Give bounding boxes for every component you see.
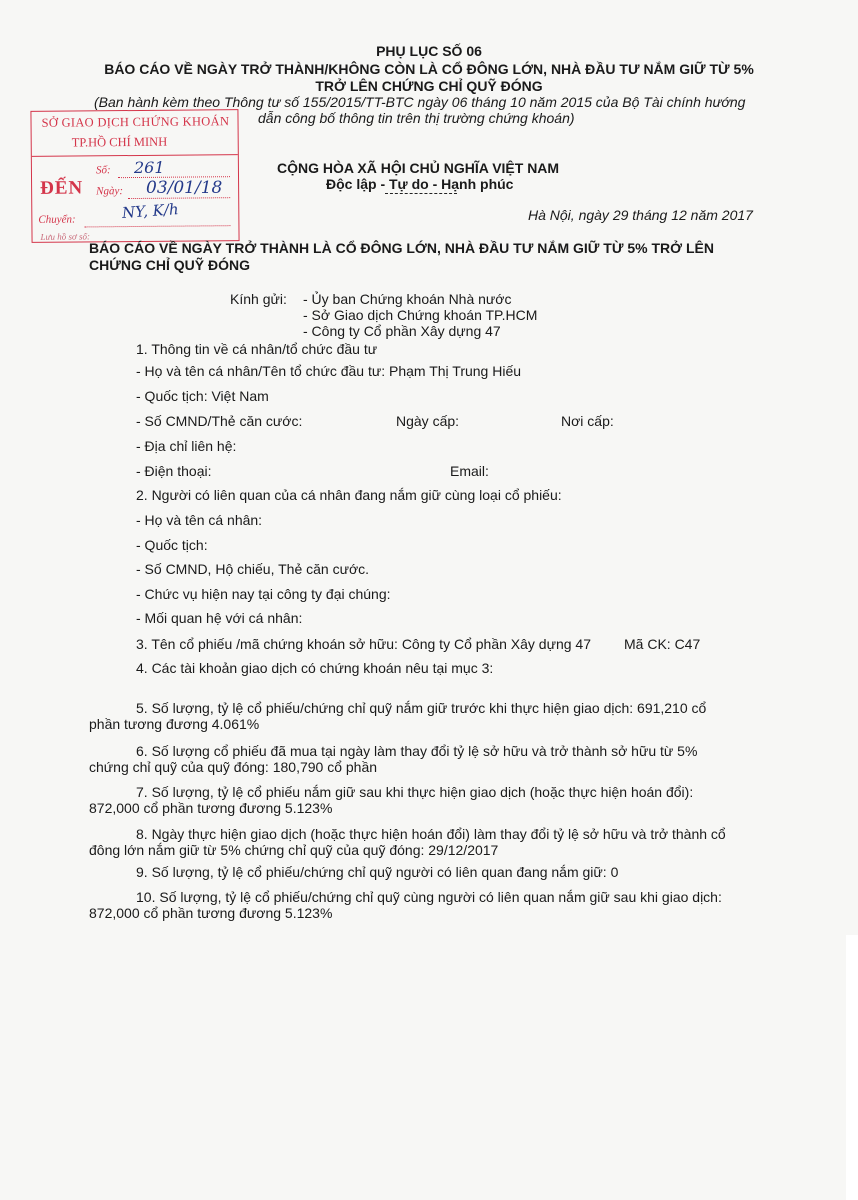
item5-line2: phần tương đương 4.061% [89, 716, 260, 732]
stamp-org-line1: SỞ GIAO DỊCH CHỨNG KHOÁN [41, 114, 230, 130]
stamp-org-line2: TP.HỒ CHÍ MINH [71, 134, 168, 150]
related-nationality: - Quốc tịch: [136, 537, 208, 553]
investor-phone: - Điện thoại: [136, 463, 212, 479]
report-title-line2: CHỨNG CHỈ QUỸ ĐÓNG [89, 257, 250, 273]
item9: 9. Số lượng, tỷ lệ cổ phiếu/chứng chỉ quỹ người có liên quan đang nắm giữ: 0 [136, 864, 619, 880]
appendix-title-line2: TRỞ LÊN CHỨNG CHỈ QUỸ ĐÓNG [315, 78, 543, 94]
handwritten-chuyen: NY, K/h [121, 200, 180, 222]
appendix-number: PHỤ LỤC SỐ 06 [376, 43, 482, 59]
recipient-item: - Công ty Cổ phần Xây dựng 47 [303, 323, 501, 339]
section3-stock: 3. Tên cổ phiếu /mã chứng khoán sở hữu: Công ty Cổ phần Xây dựng 47 [136, 636, 591, 652]
section2-heading: 2. Người có liên quan của cá nhân đang nắm giữ cùng loại cổ phiếu: [136, 487, 562, 503]
stamp-chuyen-label: Chuyển: [38, 213, 76, 226]
national-motto: Độc lập - Tự do - Hạnh phúc [326, 176, 514, 192]
recipient-item: - Sở Giao dịch Chứng khoán TP.HCM [303, 307, 538, 323]
country-name: CỘNG HÒA XÃ HỘI CHỦ NGHĨA VIỆT NAM [277, 160, 560, 176]
stamp-so-label: Số: [95, 164, 111, 177]
place-date: Hà Nội, ngày 29 tháng 12 năm 2017 [528, 207, 753, 223]
item5-line1: 5. Số lượng, tỷ lệ cổ phiếu/chứng chỉ quỹ nắm giữ trước khi thực hiện giao dịch: 691,210 cổ [136, 700, 707, 716]
issued-note-line2: dẫn công bố thông tin trên thị trường chứng khoán) [258, 110, 575, 126]
item7-line2: 872,000 cổ phần tương đương 5.123% [89, 800, 333, 816]
motto-underline [385, 193, 457, 194]
investor-id-label: - Số CMND/Thẻ căn cước: [136, 413, 303, 429]
item10-line1: 10. Số lượng, tỷ lệ cổ phiếu/chứng chỉ quỹ cùng người có liên quan nắm giữ sau khi giao dịch: [136, 889, 722, 905]
stamp-ngay-label: Ngày: [96, 185, 124, 198]
investor-address: - Địa chỉ liên hệ: [136, 438, 237, 454]
investor-nationality: - Quốc tịch: Việt Nam [136, 388, 269, 404]
item6-line1: 6. Số lượng cổ phiếu đã mua tại ngày làm thay đổi tỷ lệ sở hữu và trở thành sở hữu từ 5% [136, 743, 698, 759]
item8-line2: đông lớn nắm giữ từ 5% chứng chỉ quỹ của quỹ đóng: 29/12/2017 [89, 842, 499, 858]
report-title-line1: BÁO CÁO VỀ NGÀY TRỞ THÀNH LÀ CỔ ĐÔNG LỚN, NHÀ ĐẦU TƯ NẮM GIỮ TỪ 5% TRỞ LÊN [89, 240, 714, 256]
handwritten-so: 261 [134, 158, 165, 177]
item8-line1: 8. Ngày thực hiện giao dịch (hoặc thực hiện hoán đổi) làm thay đổi tỷ lệ sở hữu và trở thành cổ [136, 826, 726, 842]
investor-name: - Họ và tên cá nhân/Tên tổ chức đầu tư: Phạm Thị Trung Hiếu [136, 363, 522, 379]
recipients-label: Kính gửi: [230, 291, 287, 307]
appendix-title-line1: BÁO CÁO VỀ NGÀY TRỞ THÀNH/KHÔNG CÒN LÀ CỔ ĐÔNG LỚN, NHÀ ĐẦU TƯ NẮM GIỮ TỪ 5% [104, 61, 754, 77]
related-id: - Số CMND, Hộ chiếu, Thẻ căn cước. [136, 561, 370, 577]
section3-code: Mã CK: C47 [624, 636, 701, 652]
section4-accounts: 4. Các tài khoản giao dịch có chứng khoán nêu tại mục 3: [136, 660, 494, 676]
handwritten-date: 03/01/18 [146, 178, 223, 198]
stamp-divider [32, 154, 238, 157]
related-position: - Chức vụ hiện nay tại công ty đại chúng: [136, 586, 391, 602]
item10-line2: 872,000 cổ phần tương đương 5.123% [89, 905, 333, 921]
investor-issue-place-label: Nơi cấp: [561, 413, 614, 429]
section1-heading: 1. Thông tin về cá nhân/tổ chức đầu tư [136, 341, 378, 357]
investor-email: Email: [450, 463, 489, 479]
related-relationship: - Mối quan hệ với cá nhân: [136, 610, 303, 626]
recipient-item: - Ủy ban Chứng khoán Nhà nước [303, 291, 512, 307]
stamp-chuyen-line [84, 225, 230, 227]
item7-line1: 7. Số lượng, tỷ lệ cổ phiếu nắm giữ sau khi thực hiện giao dịch (hoặc thực hiện hoán đổi): [136, 784, 694, 800]
issued-note-line1: (Ban hành kèm theo Thông tư số 155/2015/TT-BTC ngày 06 tháng 10 năm 2015 của Bộ Tài chính hướng [94, 94, 746, 110]
item6-line2: chứng chỉ quỹ của quỹ đóng: 180,790 cổ phần [89, 759, 378, 775]
related-name: - Họ và tên cá nhân: [136, 512, 263, 528]
investor-issue-date-label: Ngày cấp: [396, 413, 460, 429]
stamp-luu-label: Lưu hồ sơ số: [40, 231, 91, 242]
scan-edge [846, 935, 858, 1200]
stamp-den-label: ĐẾN [40, 177, 84, 199]
